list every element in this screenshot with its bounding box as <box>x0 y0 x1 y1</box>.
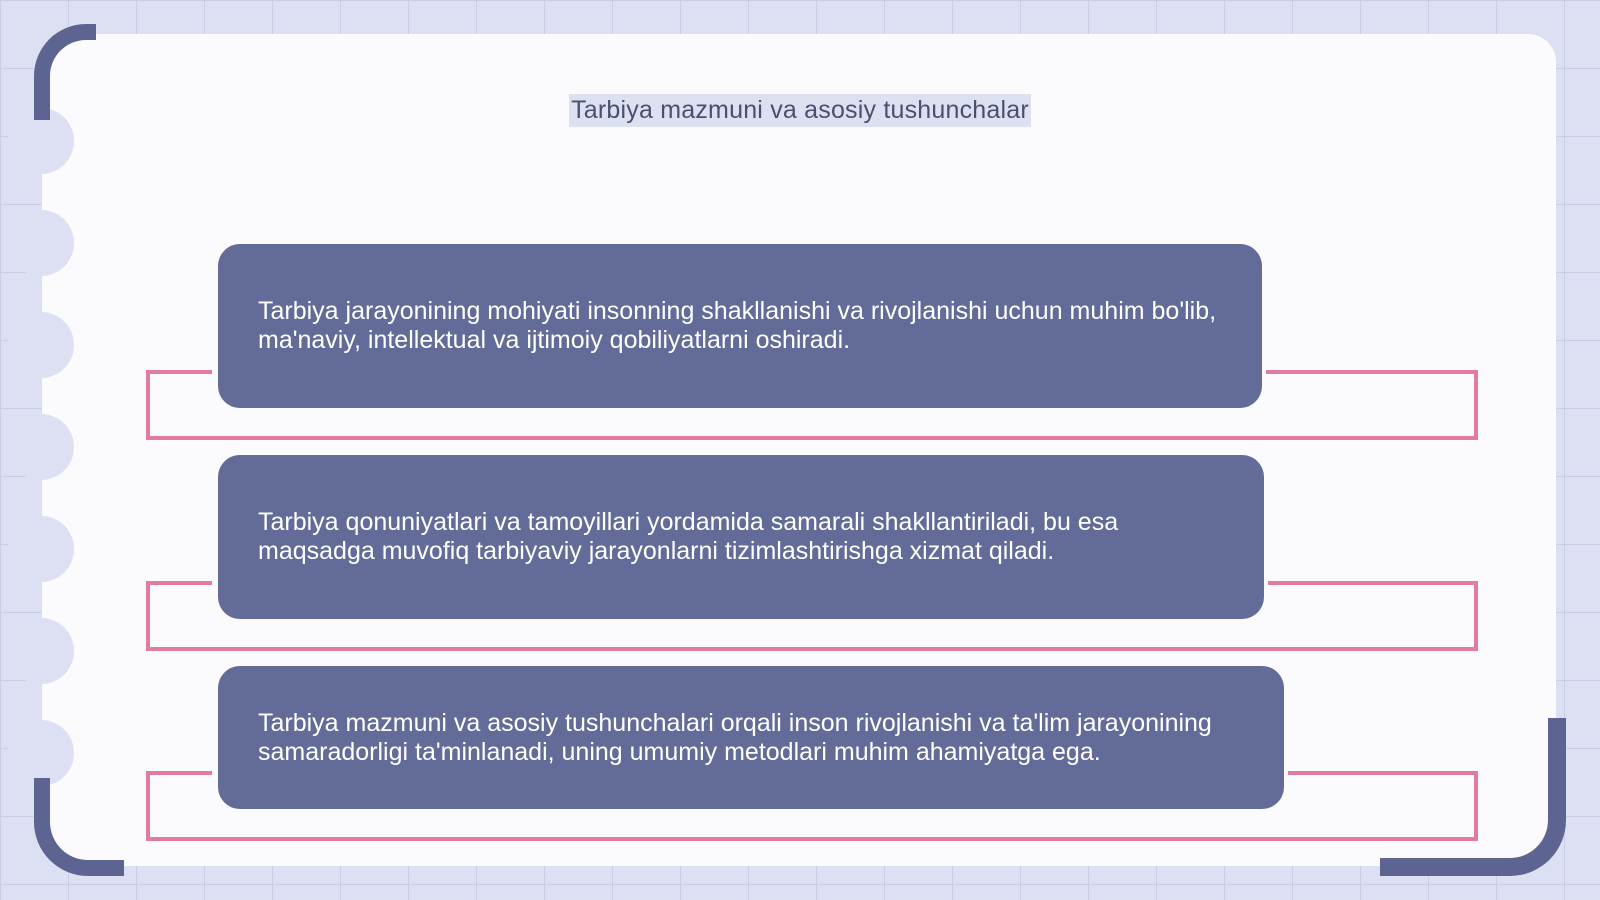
content-card-text: Tarbiya mazmuni va asosiy tushunchalari orqali inson rivojlanishi va ta'lim jarayonining samaradorligi ta'minlanadi, uning umumiy metodlari muhim ahamiyatga ega. <box>258 708 1212 766</box>
scallop-notch <box>8 312 74 378</box>
card-bracket-tab <box>1266 370 1478 374</box>
frame-corner-bottom-left <box>34 778 124 876</box>
card-bracket-tab <box>146 771 212 775</box>
slide-title-text: Tarbiya mazmuni va asosiy tushunchalar <box>569 94 1031 127</box>
scallop-notch <box>8 618 74 684</box>
content-card-3 <box>218 666 1284 809</box>
content-card-1 <box>218 244 1262 408</box>
card-bracket-tab <box>146 581 212 585</box>
content-card-text: Tarbiya jarayonining mohiyati insonning shakllanishi va rivojlanishi uchun muhim bo'lib, ma'naviy, intellektual va ijtimoiy qobiliyatlarni oshiradi. <box>258 297 1217 354</box>
content-card-text: Tarbiya qonuniyatlari va tamoyillari yordamida samarali shakllantiriladi, bu esa maqsadga muvofiq tarbiyaviy jarayonlarni tizimlashtirishga xizmat qiladi. <box>258 508 1119 565</box>
scallop-notch <box>8 720 74 786</box>
card-bracket-tab <box>1268 581 1478 585</box>
slide-title <box>0 94 1600 127</box>
scallop-notch <box>8 414 74 480</box>
scallop-notch <box>8 210 74 276</box>
card-bracket-tab <box>146 370 212 374</box>
content-card-2 <box>218 455 1264 619</box>
scallop-notch <box>8 516 74 582</box>
card-bracket-tab <box>1288 771 1478 775</box>
